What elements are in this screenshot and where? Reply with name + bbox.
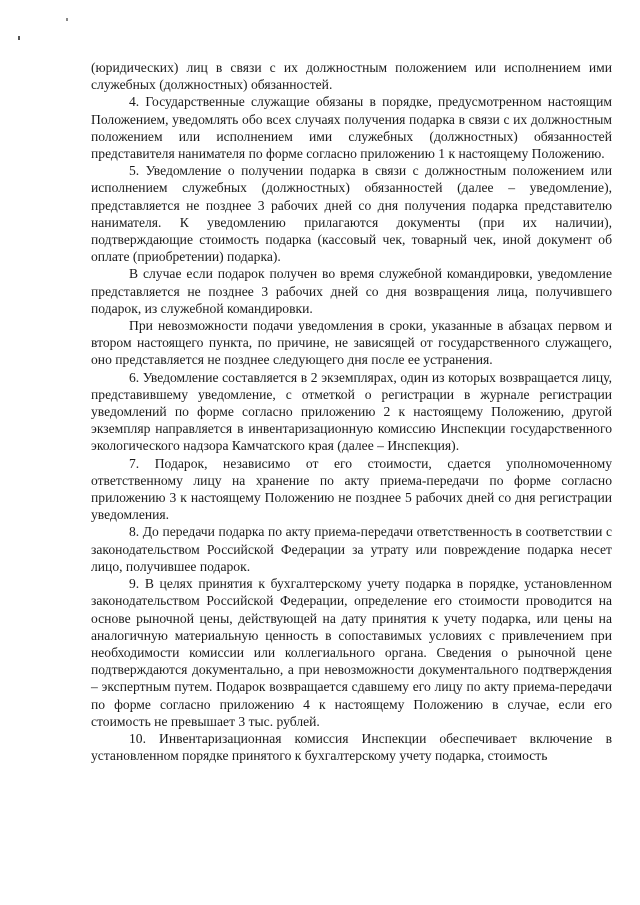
- scan-mark: [18, 36, 20, 40]
- paragraph-item-10: 10. Инвентаризационная комиссия Инспекции обеспечивает включение в установленном порядке принятого к бухгалтерскому учету подарка, стоимость: [91, 730, 612, 764]
- paragraph-item-5-business-trip: В случае если подарок получен во время служебной командировки, уведомление представляется не позднее 3 рабочих дней со дня возвращения лица, получившего подарок, из служебной командировки.: [91, 266, 612, 316]
- paragraph-item-4: 4. Государственные служащие обязаны в порядке, предусмотренном настоящим Положением, уведомлять обо всех случаях получения подарка в связи с их должностным положением или исполнением ими служебных (должностных) обязанностей представителя нанимателя по форме согласно приложению 1 к настоящему Положению.: [91, 94, 612, 162]
- paragraph-continuation: (юридических) лиц в связи с их должностным положением или исполнением ими служебных (должностных) обязанностей.: [91, 60, 612, 93]
- scan-mark: [66, 18, 68, 21]
- paragraph-item-7: 7. Подарок, независимо от его стоимости, сдается уполномоченному ответственному лицу на хранение по акту приема-передачи по форме согласно приложению 3 к настоящему Положению не позднее 5 рабочих дней со дня регистрации уведомления.: [91, 455, 612, 523]
- paragraph-item-5: 5. Уведомление о получении подарка в связи с должностным положением или исполнением служебных (должностных) обязанностей (далее – уведомление), представляется не позднее 3 рабочих дней со дня получения подарка представителю нанимателя. К уведомлению прилагаются документы (при их наличии), подтверждающие стоимость подарка (кассовый чек, товарный чек, иной документ об оплате (приобретении) подарка).: [91, 163, 612, 265]
- paragraph-item-9: 9. В целях принятия к бухгалтерскому учету подарка в порядке, установленном законодательством Российской Федерации, определение его стоимости проводится на основе рыночной цены, действующей на дату принятия к учету подарка, или цены на аналогичную материальную ценность в сопоставимых условиях с привлечением при необходимости комиссии или коллегиального органа. Сведения о рыночной цене подтверждаются документально, а при невозможности документального подтверждения – экспертным путем. Подарок возвращается сдавшему его лицу по акту приема-передачи по форме согласно приложению 4 к настоящему Положению в случае, если его стоимость не превышает 3 тыс. рублей.: [91, 576, 612, 729]
- paragraph-item-6: 6. Уведомление составляется в 2 экземплярах, один из которых возвращается лицу, представившему уведомление, с отметкой о регистрации в журнале регистрации уведомлений по форме согласно приложению 2 к настоящему Положению, другой экземпляр направляется в инвентаризационную комиссию Инспекции государственного экологического надзора Камчатского края (далее – Инспекция).: [91, 369, 612, 454]
- paragraph-item-8: 8. До передачи подарка по акту приема-передачи ответственность в соответствии с законодательством Российской Федерации за утрату или повреждение подарка несет лицо, получившее подарок.: [91, 524, 612, 574]
- paragraph-item-5-impossibility: При невозможности подачи уведомления в сроки, указанные в абзацах первом и втором настоящего пункта, по причине, не зависящей от государственного служащего, оно представляется не позднее следующего дня после ее устранения.: [91, 318, 612, 368]
